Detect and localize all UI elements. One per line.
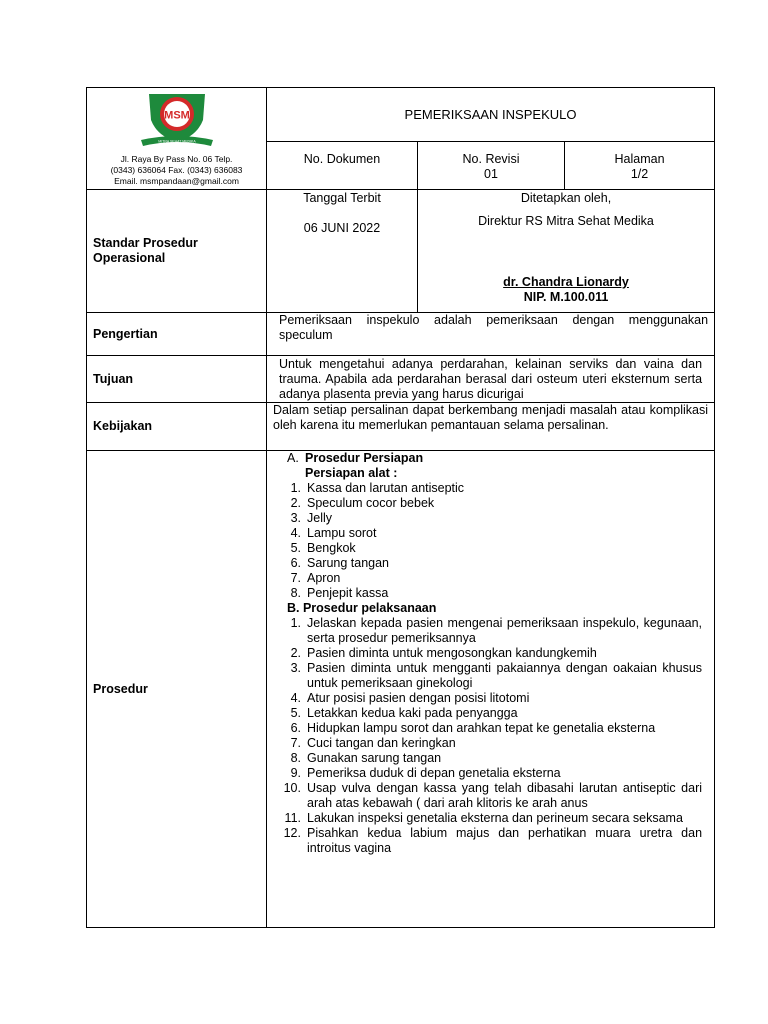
prosedur-cell <box>267 451 715 928</box>
pengertian-text: Pemeriksaan inspekulo adalah pemeriksaan dengan menggunakan speculum <box>279 313 709 342</box>
list-item-text: Jelly <box>307 511 333 525</box>
nama-direktur: dr. Chandra Lionardy <box>503 275 629 289</box>
list-number: 4. <box>290 691 301 705</box>
ditetapkan-label: Ditetapkan oleh, <box>520 191 612 205</box>
tujuan-label: Tujuan <box>93 371 134 386</box>
nip-direktur: NIP. M.100.011 <box>523 290 609 304</box>
persiapan-alat-heading: Persiapan alat : <box>305 466 398 480</box>
list-item-text: Pisahkan kedua labium majus dan perhatikan muara uretra dan introitus vagina <box>307 826 703 855</box>
sop-table <box>86 87 715 928</box>
alat-item <box>267 556 702 571</box>
list-item-text: Speculum cocor bebek <box>307 496 435 510</box>
list-item-text: Jelaskan kepada pasien mengenai pemeriksaan inspekulo, kegunaan, serta prosedur pemeriksannya <box>307 616 703 645</box>
list-item-text: Pasien diminta untuk mengganti pakaiannya dengan oakaian khusus untuk pemeriksaan ginekologi <box>307 661 703 690</box>
section-a-marker: A. <box>287 451 299 465</box>
tanggal-value: 06 JUNI 2022 <box>303 221 381 235</box>
list-item-text: Pemeriksa duduk di depan genetalia eksterna <box>307 766 561 780</box>
list-number: 10. <box>283 781 301 795</box>
list-number: 8. <box>290 751 301 765</box>
prosedur-label-cell <box>87 451 267 928</box>
list-number: 7. <box>290 571 301 585</box>
list-number: 1. <box>290 616 301 630</box>
tanggal-cell <box>267 190 418 313</box>
list-number: 6. <box>290 556 301 570</box>
alat-item <box>267 541 702 556</box>
no-dokumen-label: No. Dokumen <box>303 152 381 166</box>
list-item-text: Cuci tangan dan keringkan <box>307 736 456 750</box>
list-item-text: Lakukan inspeksi genetalia eksterna dan perineum secara seksama <box>307 811 683 825</box>
list-number: 4. <box>290 526 301 540</box>
list-item-text: Lampu sorot <box>307 526 377 540</box>
address-line-1: Jl. Raya By Pass No. 06 Telp. <box>120 154 233 164</box>
list-item-text: Letakkan kedua kaki pada penyangga <box>307 706 518 720</box>
list-number: 6. <box>290 721 301 735</box>
list-number: 7. <box>290 736 301 750</box>
tujuan-text: Untuk mengetahui adanya perdarahan, kelainan serviks dan vaina dan trauma. Apabila ada perdarahan berasal dari osteum uteri eksternum serta adanya plasenta previa yang harus dicurigai <box>279 357 703 401</box>
tanggal-label: Tanggal Terbit <box>303 191 381 205</box>
kebijakan-text: Dalam setiap persalinan dapat berkembang menjadi masalah atau komplikasi oleh karena itu memerlukan pemantauan selama persalinan. <box>273 403 709 432</box>
alat-item <box>267 511 702 526</box>
alat-item <box>267 481 702 496</box>
list-item-text: Sarung tangan <box>307 556 390 570</box>
list-number: 1. <box>290 481 301 495</box>
document-title: PEMERIKSAAN INSPEKULO <box>404 106 577 122</box>
no-revisi-value: 01 <box>484 167 498 181</box>
logo-ribbon-text: MITRA SEHAT MEDIKA <box>157 139 196 144</box>
tujuan-label-cell <box>87 356 267 403</box>
hospital-logo <box>137 90 217 152</box>
langkah-item <box>267 691 702 706</box>
prosedur-label: Prosedur <box>93 681 148 696</box>
langkah-item <box>267 736 702 751</box>
alat-item <box>267 526 702 541</box>
langkah-item <box>267 721 702 736</box>
logo-initials: MSM <box>163 109 190 122</box>
hospital-address <box>87 154 266 187</box>
ditetapkan-cell <box>418 190 715 313</box>
kebijakan-label: Kebijakan <box>93 419 153 433</box>
langkah-item <box>267 811 702 826</box>
list-item-text: Pasien diminta untuk mengosongkan kandungkemih <box>307 646 597 660</box>
no-dokumen-cell <box>267 142 418 190</box>
alat-item <box>267 586 702 601</box>
list-number: 9. <box>290 766 301 780</box>
list-number: 2. <box>290 646 301 660</box>
list-number: 3. <box>290 661 301 675</box>
list-number: 8. <box>290 586 301 600</box>
sop-label-cell <box>87 190 267 313</box>
halaman-value: 1/2 <box>630 167 649 181</box>
sop-label: Standar Prosedur Operasional <box>93 236 198 265</box>
langkah-item <box>267 616 702 646</box>
list-item-text: Bengkok <box>307 541 356 555</box>
no-revisi-label: No. Revisi <box>462 152 520 166</box>
section-b-title: B. Prosedur pelaksanaan <box>287 601 437 615</box>
title-cell <box>267 88 715 142</box>
list-item-text: Atur posisi pasien dengan posisi litotomi <box>307 691 530 705</box>
halaman-cell <box>565 142 715 190</box>
list-number: 12. <box>283 826 301 840</box>
sop-document <box>86 87 714 928</box>
list-item-text: Hidupkan lampu sorot dan arahkan tepat ke genetalia eksterna <box>307 721 656 735</box>
kebijakan-cell <box>267 403 715 451</box>
pengertian-label-cell <box>87 313 267 356</box>
jabatan-direktur: Direktur RS Mitra Sehat Medika <box>478 214 654 228</box>
section-a-heading <box>267 451 702 466</box>
address-line-2: (0343) 636064 Fax. (0343) 636083 <box>110 165 243 175</box>
langkah-item <box>267 826 702 856</box>
tujuan-cell <box>267 356 715 403</box>
langkah-item <box>267 661 702 691</box>
alat-list <box>267 481 702 601</box>
list-item-text: Usap vulva dengan kassa yang telah dibasahi larutan antiseptic dari arah atas kebawah ( dari arah klitoris ke arah anus <box>307 781 703 810</box>
address-line-3: Email. msmpandaan@gmail.com <box>114 176 239 186</box>
langkah-item <box>267 751 702 766</box>
list-item-text: Apron <box>307 571 341 585</box>
list-number: 11. <box>284 811 301 825</box>
langkah-item <box>267 706 702 721</box>
langkah-item <box>267 646 702 661</box>
logo-cell <box>87 88 267 190</box>
alat-item <box>267 496 702 511</box>
no-revisi-cell <box>418 142 565 190</box>
langkah-item <box>267 766 702 781</box>
langkah-item <box>267 781 702 811</box>
list-item-text: Gunakan sarung tangan <box>307 751 442 765</box>
alat-item <box>267 571 702 586</box>
langkah-list <box>267 616 702 856</box>
list-number: 5. <box>290 706 301 720</box>
list-item-text: Kassa dan larutan antiseptic <box>307 481 465 495</box>
section-a-title: Prosedur Persiapan <box>305 451 424 465</box>
list-item-text: Penjepit kassa <box>307 586 389 600</box>
pengertian-label: Pengertian <box>93 326 158 341</box>
halaman-label: Halaman <box>614 152 665 166</box>
list-number: 3. <box>290 511 301 525</box>
kebijakan-label-cell <box>87 403 267 451</box>
list-number: 5. <box>290 541 301 555</box>
list-number: 2. <box>290 496 301 510</box>
pengertian-cell <box>267 313 715 356</box>
